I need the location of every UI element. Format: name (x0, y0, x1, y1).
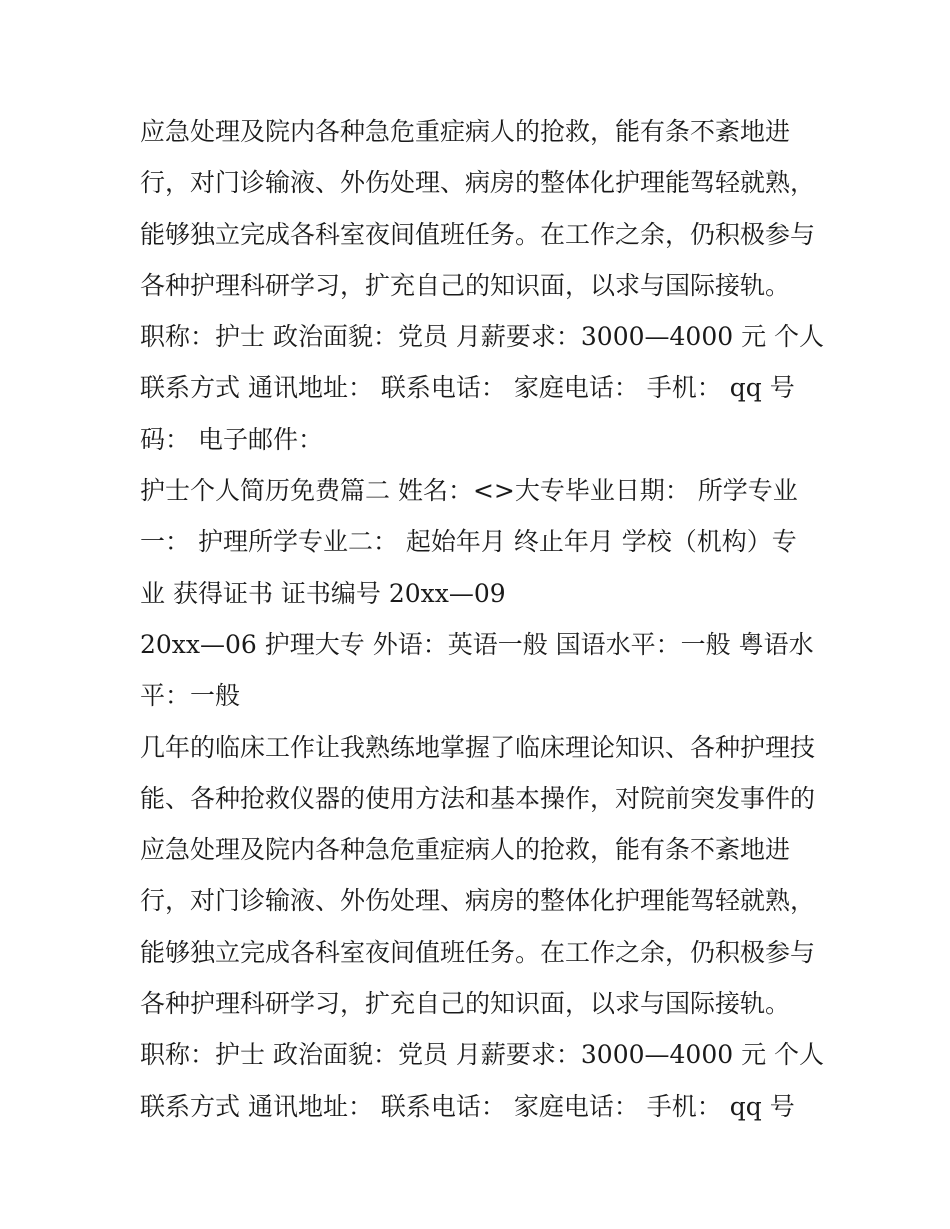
text-line: 联系方式 通讯地址： 联系电话： 家庭电话： 手机： qq 号 (140, 1091, 795, 1121)
text-line: 能、各种抢救仪器的使用方法和基本操作，对院前突发事件的 (140, 783, 816, 813)
text-line: 能够独立完成各科室夜间值班任务。在工作之余，仍积极参与 (140, 937, 816, 967)
text-line: 20xx—06 护理大专 外语：英语一般 国语水平：一般 粤语水 (140, 629, 814, 659)
text-line: 行，对门诊输液、外伤处理、病房的整体化护理能驾轻就熟， (140, 168, 816, 198)
text-line: 几年的临床工作让我熟练地掌握了临床理论知识、各种护理技 (140, 732, 816, 762)
text-line: 应急处理及院内各种急危重症病人的抢救，能有条不紊地进 (140, 835, 791, 865)
text-line: 行，对门诊输液、外伤处理、病房的整体化护理能驾轻就熟， (140, 886, 816, 916)
text-line: 职称：护士 政治面貌：党员 月薪要求：3000—4000 元 个人 (140, 1040, 825, 1070)
text-line: 各种护理科研学习，扩充自己的知识面，以求与国际接轨。 (140, 270, 791, 300)
text-line: 平：一般 (140, 681, 241, 711)
text-line: 应急处理及院内各种急危重症病人的抢救，能有条不紊地进 (140, 117, 791, 146)
text-line: 业 获得证书 证书编号 20xx—09 (140, 578, 506, 608)
text-line: 护士个人简历免费篇二 姓名：<>大专毕业日期： 所学专业 (140, 476, 798, 506)
text-line: 一： 护理所学专业二： 起始年月 终止年月 学校（机构）专 (140, 527, 797, 557)
text-line: 码： 电子邮件： (140, 424, 323, 454)
text-line: 能够独立完成各科室夜间值班任务。在工作之余，仍积极参与 (140, 219, 816, 249)
document-body (140, 106, 825, 1132)
text-line: 各种护理科研学习，扩充自己的知识面，以求与国际接轨。 (140, 989, 791, 1019)
text-line: 职称：护士 政治面貌：党员 月薪要求：3000—4000 元 个人 (140, 322, 825, 352)
text-line: 联系方式 通讯地址： 联系电话： 家庭电话： 手机： qq 号 (140, 373, 795, 403)
